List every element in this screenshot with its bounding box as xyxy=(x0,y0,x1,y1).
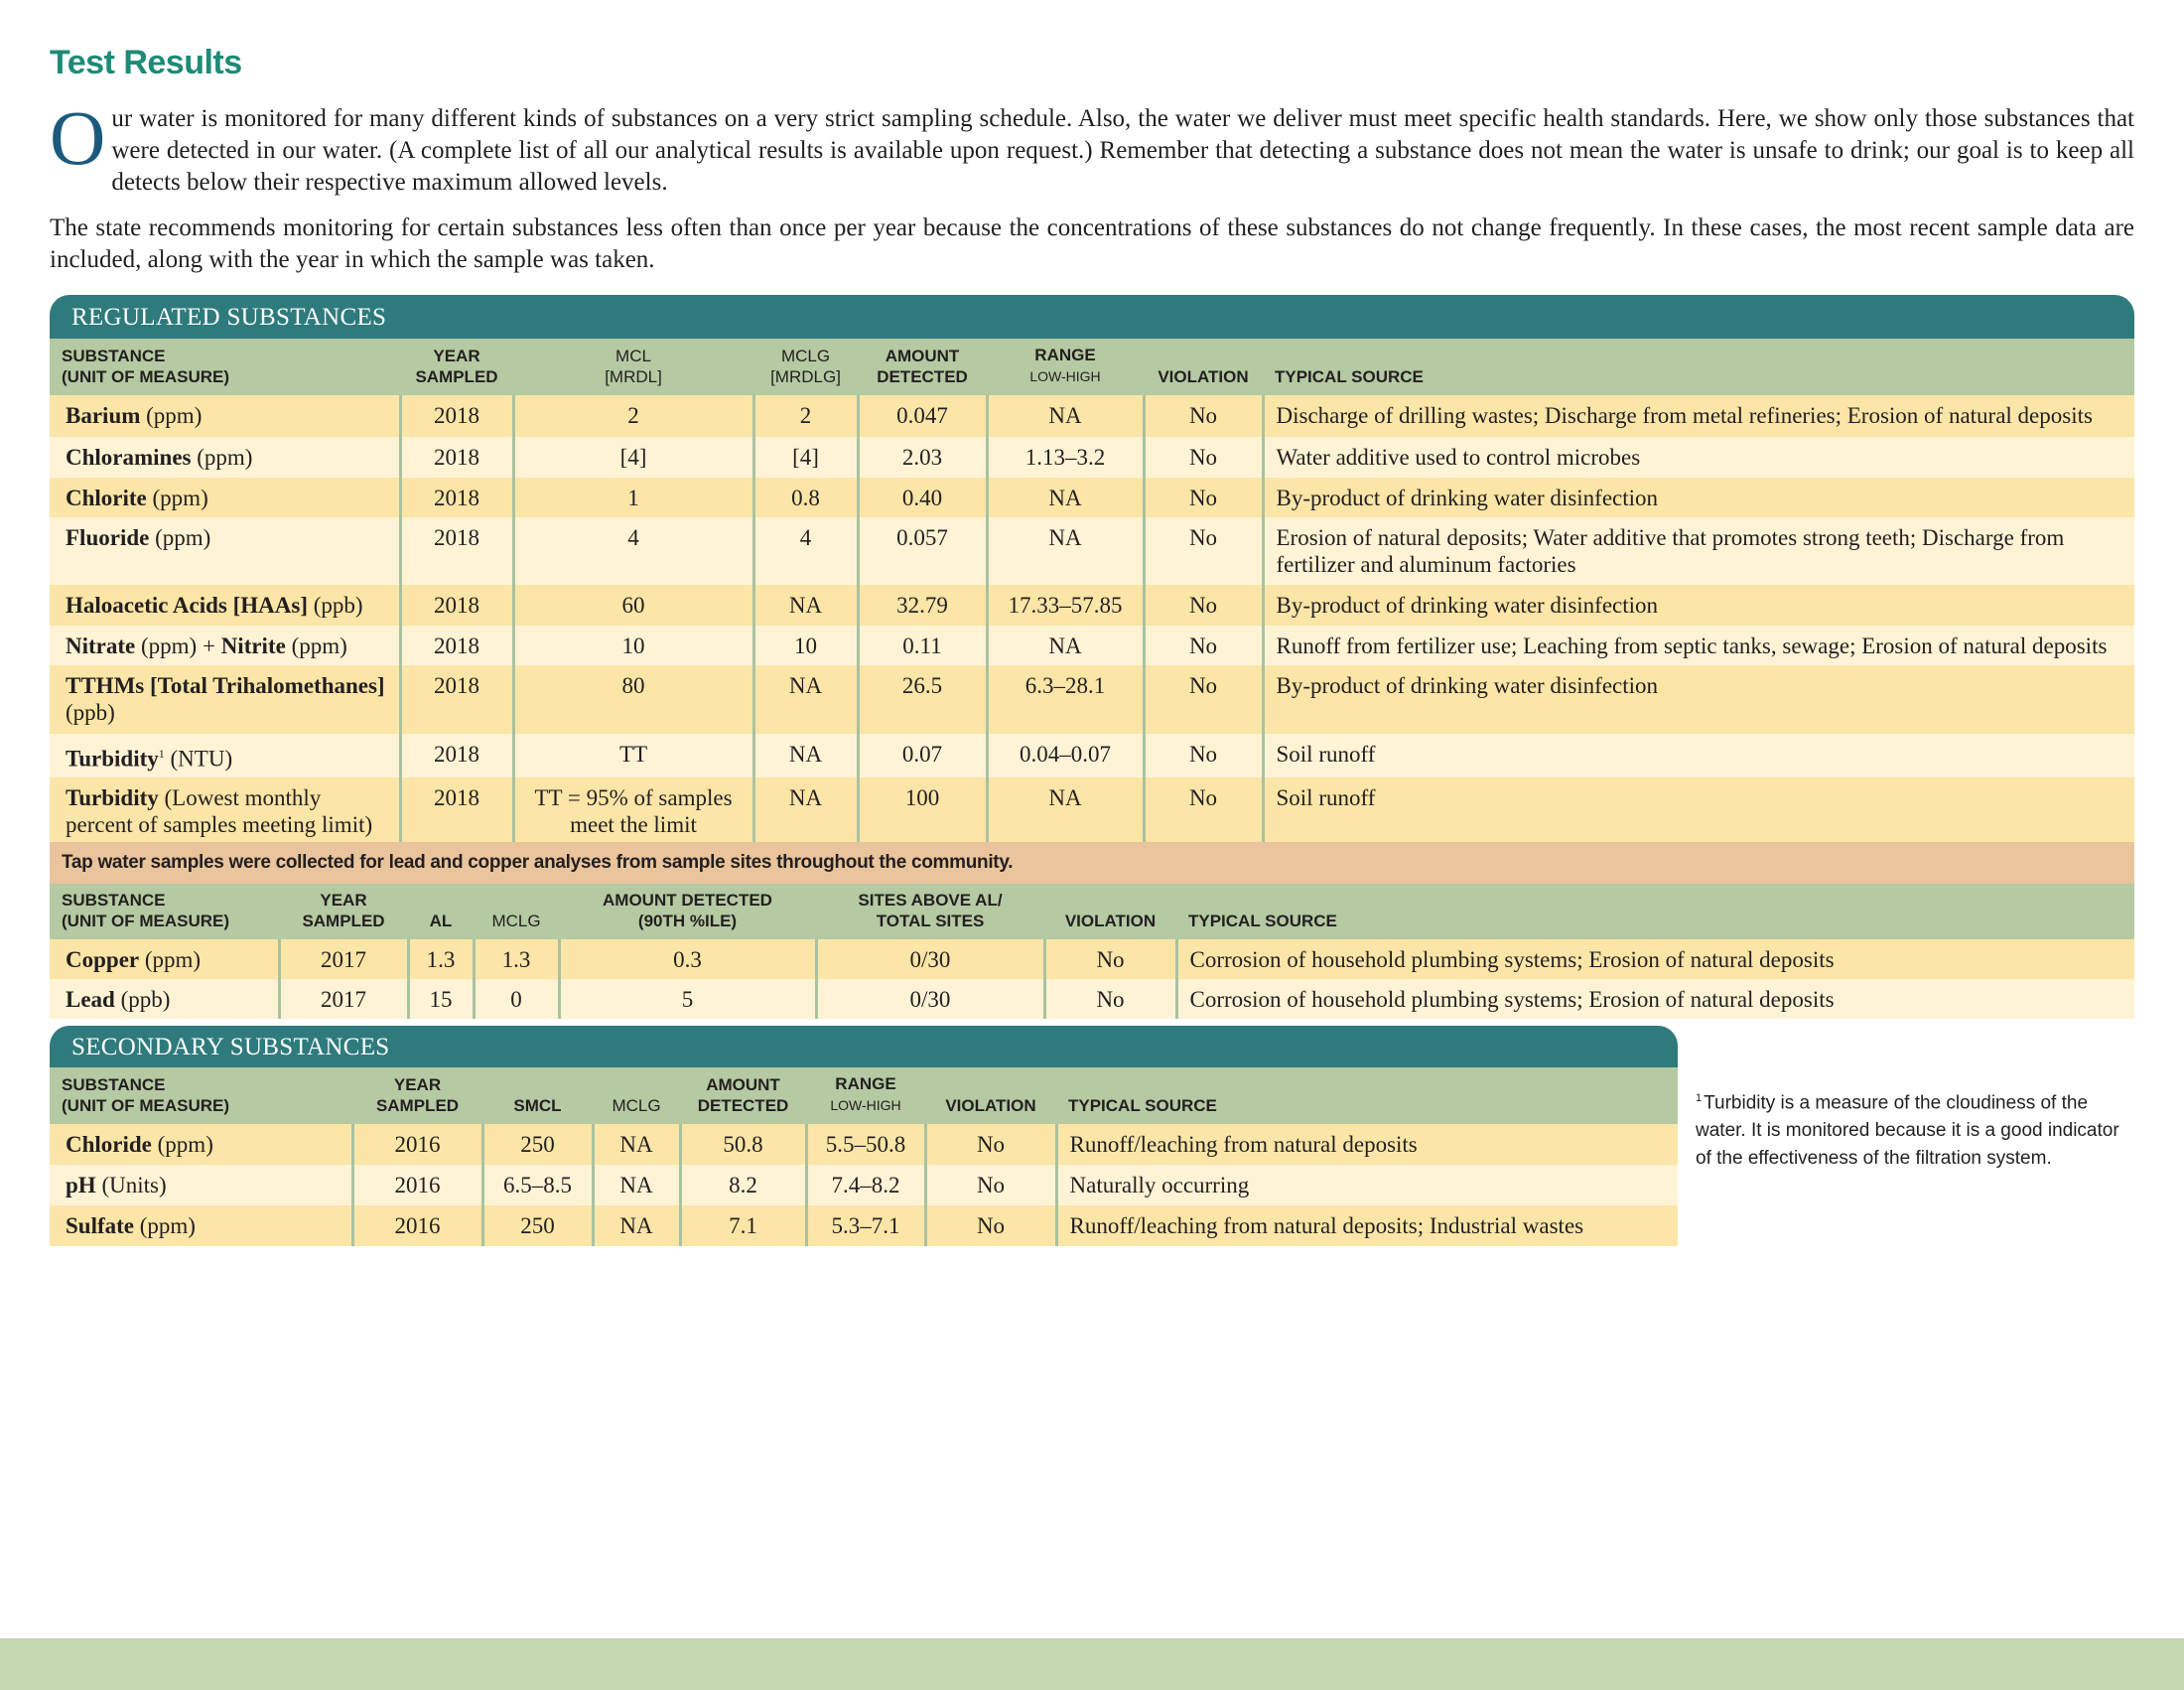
cell-violation: No xyxy=(925,1165,1056,1205)
substance-unit: (ppb) xyxy=(66,700,115,725)
cell-range: 5.3–7.1 xyxy=(806,1205,925,1246)
cell-substance xyxy=(50,437,400,478)
cell-year: 2018 xyxy=(400,395,513,437)
secondary-header-row xyxy=(50,1067,1678,1124)
cell-violation: No xyxy=(1144,585,1263,626)
footnote-ref: 1 xyxy=(158,747,165,761)
cell-substance xyxy=(50,626,400,665)
cell-source: Naturally occurring xyxy=(1056,1165,1678,1205)
substance-unit: (Lowest monthly percent of samples meeting limit) xyxy=(66,784,373,837)
cell-source: Soil runoff xyxy=(1263,777,2134,846)
col-typical-source: TYPICAL SOURCE xyxy=(1176,884,2134,939)
cell-mcl: 4 xyxy=(513,517,753,585)
cell-mclg: NA xyxy=(753,665,858,734)
cell-source: Soil runoff xyxy=(1263,734,2134,777)
cell-amount: 0.07 xyxy=(858,734,987,777)
cell-range: 1.13–3.2 xyxy=(987,437,1144,478)
cell-substance xyxy=(50,979,279,1019)
col-mclg: MCLG [MRDLG] xyxy=(753,339,858,395)
cell-amount: 0.047 xyxy=(858,395,987,437)
cell-violation: No xyxy=(1144,665,1263,734)
col-violation: VIOLATION xyxy=(1044,884,1176,939)
cell-sites: 0/30 xyxy=(816,979,1044,1019)
cell-source: Runoff/leaching from natural deposits; Industrial wastes xyxy=(1056,1205,1678,1246)
col-amount-detected: AMOUNT DETECTED xyxy=(858,339,987,395)
cell-source: Discharge of drilling wastes; Discharge from metal refineries; Erosion of natural deposits xyxy=(1263,395,2134,437)
cell-amount: 0.40 xyxy=(858,478,987,517)
substance-name: Barium xyxy=(66,403,141,428)
cell-mclg: NA xyxy=(753,585,858,626)
regulated-substances-table xyxy=(50,339,2134,846)
cell-mcl: 1 xyxy=(513,478,753,517)
substance-unit: (NTU) xyxy=(164,746,233,772)
cell-substance xyxy=(50,665,400,734)
col-typical-source: TYPICAL SOURCE xyxy=(1263,339,2134,395)
cell-range: NA xyxy=(987,626,1144,665)
col-violation: VIOLATION xyxy=(1144,339,1263,395)
cell-year: 2017 xyxy=(279,939,408,979)
substance-name: Chlorite xyxy=(66,486,147,510)
footnote-marker: 1 xyxy=(1696,1092,1703,1104)
cell-mclg: 0.8 xyxy=(753,478,858,517)
substance-unit: (ppm) xyxy=(134,1213,196,1238)
cell-range: 0.04–0.07 xyxy=(987,734,1144,777)
cell-amount: 5 xyxy=(559,979,816,1019)
substance-name: Fluoride xyxy=(66,525,150,550)
cell-smcl: 250 xyxy=(482,1124,593,1165)
substance-unit: (ppm) xyxy=(146,486,208,510)
col-mclg: MCLG xyxy=(593,1067,680,1124)
substance-unit: (ppm) + xyxy=(135,634,221,658)
substance-unit: (ppm) xyxy=(285,634,347,658)
cell-violation: No xyxy=(1144,437,1263,478)
cell-range: NA xyxy=(987,777,1144,846)
cell-mclg: 1.3 xyxy=(474,939,559,979)
cell-range: NA xyxy=(987,517,1144,585)
cell-mcl: TT = 95% of samples meet the limit xyxy=(513,777,753,846)
col-mclg: MCLG xyxy=(474,884,559,939)
page-footer-band xyxy=(0,1638,2184,1690)
substance-unit: (ppm) xyxy=(139,947,202,972)
cell-mclg: NA xyxy=(593,1124,680,1165)
cell-year: 2018 xyxy=(400,437,513,478)
cell-mcl: [4] xyxy=(513,437,753,478)
cell-violation: No xyxy=(1144,395,1263,437)
substance-name: Lead xyxy=(66,987,115,1012)
col-year-sampled: YEAR SAMPLED xyxy=(352,1067,482,1124)
cell-violation: No xyxy=(1044,979,1176,1019)
cell-amount: 32.79 xyxy=(858,585,987,626)
table-row xyxy=(50,395,2134,437)
cell-substance xyxy=(50,1165,352,1205)
cell-year: 2018 xyxy=(400,478,513,517)
cell-violation: No xyxy=(1144,777,1263,846)
col-substance: SUBSTANCE (UNIT OF MEASURE) xyxy=(50,339,400,395)
col-substance: SUBSTANCE (UNIT OF MEASURE) xyxy=(50,1067,352,1124)
intro-text: ur water is monitored for many different kinds of substances on a very strict sampling schedule. Also, the water we deliver must meet specific health standards. Here, we show only those substances that were detected in our water. (A complete list of all our analytical results is available upon request.) Remember that detecting a substance does not mean the water is unsafe to drink; our goal is to keep all detects below their respective maximum allowed levels. xyxy=(111,105,2134,196)
col-violation: VIOLATION xyxy=(925,1067,1056,1124)
cell-source: Runoff/leaching from natural deposits xyxy=(1056,1124,1678,1165)
cell-smcl: 250 xyxy=(482,1205,593,1246)
table-row xyxy=(50,1124,1678,1165)
cell-amount: 100 xyxy=(858,777,987,846)
cell-source: Erosion of natural deposits; Water additive that promotes strong teeth; Discharge from fertilizer and aluminum factories xyxy=(1263,517,2134,585)
substance-name: Sulfate xyxy=(66,1213,134,1238)
cell-year: 2018 xyxy=(400,517,513,585)
cell-substance xyxy=(50,395,400,437)
cell-violation: No xyxy=(1144,626,1263,665)
col-substance: SUBSTANCE (UNIT OF MEASURE) xyxy=(50,884,279,939)
table-row xyxy=(50,1205,1678,1246)
table-row xyxy=(50,626,2134,665)
substance-unit: (Units) xyxy=(95,1173,167,1197)
substance-name: Copper xyxy=(66,947,140,972)
col-al: AL xyxy=(408,884,474,939)
cell-mclg: 2 xyxy=(753,395,858,437)
col-amount-detected: AMOUNT DETECTED (90TH %ILE) xyxy=(559,884,816,939)
substance-unit: (ppm) xyxy=(149,525,211,550)
cell-mclg: 10 xyxy=(753,626,858,665)
cell-substance xyxy=(50,1124,352,1165)
cell-amount: 8.2 xyxy=(680,1165,806,1205)
cell-source: By-product of drinking water disinfection xyxy=(1263,585,2134,626)
cell-mclg: [4] xyxy=(753,437,858,478)
cell-amount: 0.3 xyxy=(559,939,816,979)
col-sites-above-al: SITES ABOVE AL/ TOTAL SITES xyxy=(816,884,1044,939)
cell-range: NA xyxy=(987,478,1144,517)
lead-copper-notice: Tap water samples were collected for lead and copper analyses from sample sites throughout the community. xyxy=(50,842,2134,884)
cell-range: NA xyxy=(987,395,1144,437)
cell-substance xyxy=(50,734,400,777)
cell-range: 7.4–8.2 xyxy=(806,1165,925,1205)
cell-source: Runoff from fertilizer use; Leaching from septic tanks, sewage; Erosion of natural deposits xyxy=(1263,626,2134,665)
cell-mcl: 60 xyxy=(513,585,753,626)
table-row xyxy=(50,478,2134,517)
cell-mclg: NA xyxy=(753,734,858,777)
table-row xyxy=(50,517,2134,585)
cell-mcl: 2 xyxy=(513,395,753,437)
cell-year: 2018 xyxy=(400,734,513,777)
cell-year: 2016 xyxy=(352,1205,482,1246)
cell-range: 5.5–50.8 xyxy=(806,1124,925,1165)
table-row xyxy=(50,665,2134,734)
regulated-substances-banner: REGULATED SUBSTANCES xyxy=(50,295,2134,339)
cell-amount: 50.8 xyxy=(680,1124,806,1165)
cell-substance xyxy=(50,517,400,585)
cell-year: 2018 xyxy=(400,777,513,846)
lead-copper-table xyxy=(50,884,2134,1019)
substance-unit: (ppb) xyxy=(308,593,363,618)
cell-year: 2018 xyxy=(400,626,513,665)
cell-year: 2016 xyxy=(352,1124,482,1165)
cell-mcl: TT xyxy=(513,734,753,777)
cell-mclg: NA xyxy=(593,1165,680,1205)
substance-unit: (ppm) xyxy=(140,403,203,428)
cell-mcl: 10 xyxy=(513,626,753,665)
cell-smcl: 6.5–8.5 xyxy=(482,1165,593,1205)
secondary-substances-table xyxy=(50,1067,1678,1246)
col-amount-detected: AMOUNT DETECTED xyxy=(680,1067,806,1124)
substance-name: Chloride xyxy=(66,1132,152,1157)
cell-substance xyxy=(50,585,400,626)
cell-source: By-product of drinking water disinfection xyxy=(1263,478,2134,517)
cell-substance xyxy=(50,939,279,979)
cell-year: 2018 xyxy=(400,585,513,626)
cell-sites: 0/30 xyxy=(816,939,1044,979)
table-row xyxy=(50,734,2134,777)
cell-year: 2016 xyxy=(352,1165,482,1205)
table-row xyxy=(50,777,2134,846)
cell-range: 17.33–57.85 xyxy=(987,585,1144,626)
table-row xyxy=(50,585,2134,626)
substance-name: Haloacetic Acids [HAAs] xyxy=(66,593,309,618)
substance-name: Nitrite xyxy=(220,634,286,658)
regulated-header-row xyxy=(50,339,2134,395)
cell-violation: No xyxy=(1144,478,1263,517)
substance-name: TTHMs [Total Trihalomethanes] xyxy=(66,673,385,698)
secondary-substances-banner: SECONDARY SUBSTANCES xyxy=(50,1026,1678,1067)
cell-mclg: 0 xyxy=(474,979,559,1019)
table-row xyxy=(50,939,2134,979)
cell-violation: No xyxy=(1044,939,1176,979)
cell-al: 15 xyxy=(408,979,474,1019)
cell-violation: No xyxy=(925,1124,1056,1165)
cell-year: 2018 xyxy=(400,665,513,734)
cell-substance xyxy=(50,1205,352,1246)
cell-mclg: 4 xyxy=(753,517,858,585)
substance-name: Chloramines xyxy=(66,445,192,470)
page-title: Test Results xyxy=(50,44,242,81)
substance-name: Turbidity xyxy=(66,746,159,772)
cell-violation: No xyxy=(1144,734,1263,777)
substance-name: Nitrate xyxy=(66,634,136,658)
substance-unit: (ppb) xyxy=(114,987,171,1012)
lead-copper-header-row xyxy=(50,884,2134,939)
col-typical-source: TYPICAL SOURCE xyxy=(1056,1067,1678,1124)
footnote-text: Turbidity is a measure of the cloudiness of the water. It is monitored because it is a good indicator of the effectiveness of the filtration system. xyxy=(1696,1092,2119,1170)
drop-cap: O xyxy=(50,94,106,181)
cell-substance xyxy=(50,777,400,846)
cell-source: Water additive used to control microbes xyxy=(1263,437,2134,478)
substance-name: pH xyxy=(66,1173,96,1197)
cell-substance xyxy=(50,478,400,517)
table-row xyxy=(50,437,2134,478)
cell-amount: 7.1 xyxy=(680,1205,806,1246)
cell-violation: No xyxy=(1144,517,1263,585)
col-range: RANGE LOW-HIGH xyxy=(987,339,1144,395)
cell-mclg: NA xyxy=(593,1205,680,1246)
cell-al: 1.3 xyxy=(408,939,474,979)
cell-source: By-product of drinking water disinfection xyxy=(1263,665,2134,734)
col-year-sampled: YEAR SAMPLED xyxy=(400,339,513,395)
intro-paragraph xyxy=(50,94,2134,199)
col-mcl: MCL [MRDL] xyxy=(513,339,753,395)
cell-violation: No xyxy=(925,1205,1056,1246)
table-row xyxy=(50,1165,1678,1205)
substance-unit: (ppm) xyxy=(151,1132,213,1157)
cell-mclg: NA xyxy=(753,777,858,846)
cell-source: Corrosion of household plumbing systems; Erosion of natural deposits xyxy=(1176,979,2134,1019)
substance-unit: (ppm) xyxy=(191,445,253,470)
col-range: RANGE LOW-HIGH xyxy=(806,1067,925,1124)
cell-amount: 2.03 xyxy=(858,437,987,478)
cell-mcl: 80 xyxy=(513,665,753,734)
cell-amount: 26.5 xyxy=(858,665,987,734)
cell-amount: 0.057 xyxy=(858,517,987,585)
cell-year: 2017 xyxy=(279,979,408,1019)
monitoring-paragraph: The state recommends monitoring for certain substances less often than once per year because the concentrations of these substances do not change frequently. In these cases, the most recent sample data are included, along with the year in which the sample was taken. xyxy=(50,214,2134,273)
cell-amount: 0.11 xyxy=(858,626,987,665)
col-smcl: SMCL xyxy=(482,1067,593,1124)
col-year-sampled: YEAR SAMPLED xyxy=(279,884,408,939)
cell-source: Corrosion of household plumbing systems; Erosion of natural deposits xyxy=(1176,939,2134,979)
turbidity-footnote xyxy=(1696,1084,2132,1173)
substance-name: Turbidity xyxy=(66,784,159,810)
table-row xyxy=(50,979,2134,1019)
cell-range: 6.3–28.1 xyxy=(987,665,1144,734)
